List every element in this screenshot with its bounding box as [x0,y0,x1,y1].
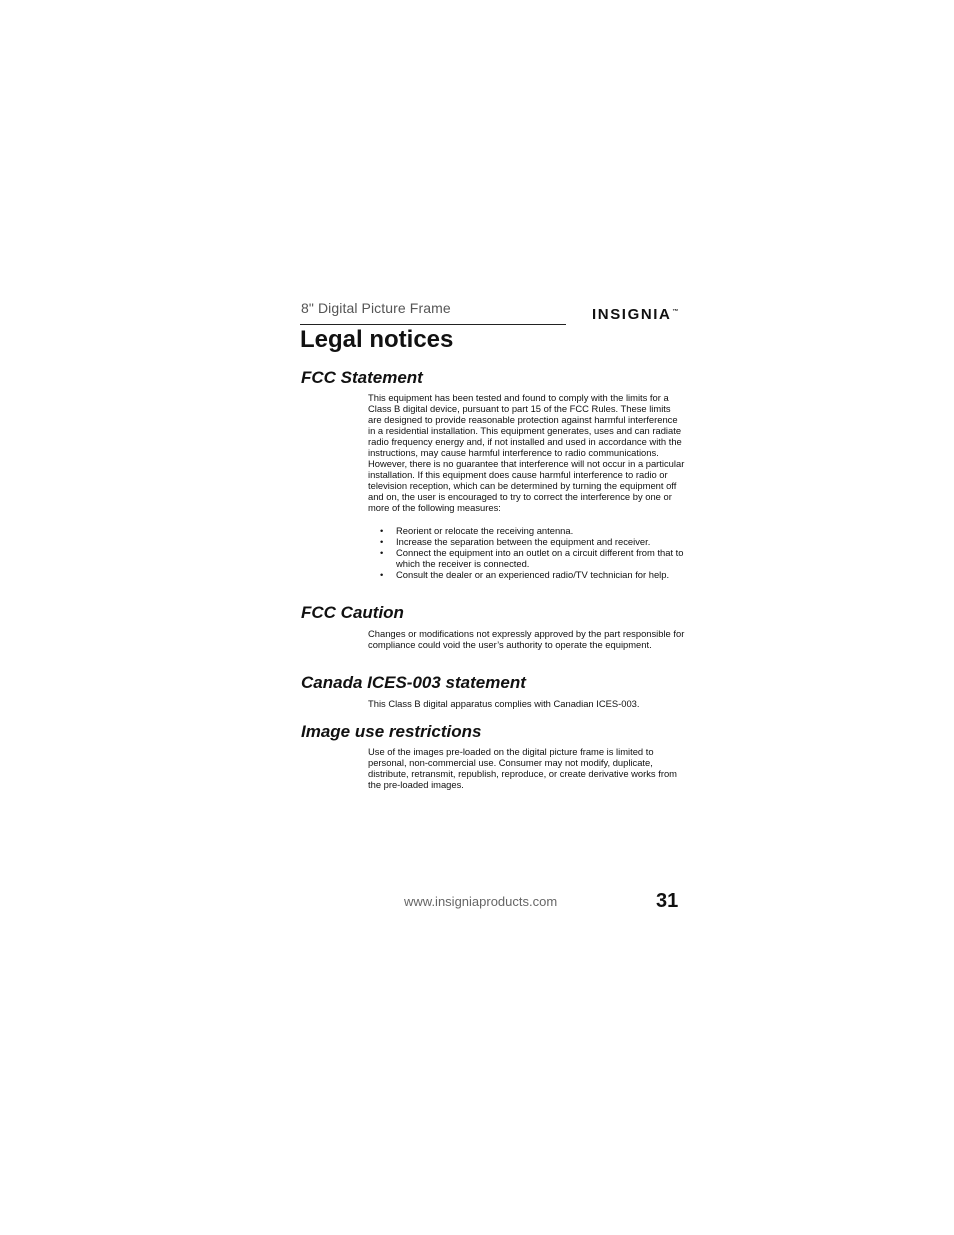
section-heading-fcc-caution: FCC Caution [301,603,404,622]
fcc-measures-list [368,525,686,580]
bullet-icon: • [380,569,384,580]
insignia-logo [592,306,678,323]
list-item: • Connect the equipment into an outlet on a circuit different from that to which the receiver is connected. [380,547,684,569]
bullet-icon: • [380,536,384,547]
list-item: • Reorient or relocate the receiving antenna. [380,525,574,536]
fcc-statement-paragraph: This equipment has been tested and found to comply with the limits for a Class B digital device, pursuant to part 15 of the FCC Rules. These limits are designed to provide reasonable protection against harmful interference in a residential installation. This equipment generates, uses and can radiate radio frequency energy and, if not installed and used in accordance with the instructions, may cause harmful interference to radio communications. However, there is no guarantee that interference will not occur in a particular installation. If this equipment does cause harmful interference to radio or television reception, which can be determined by turning the equipment off and on, the user is encouraged to try to correct the interference by one or more of the following measures: [368,392,685,513]
section-heading-fcc-statement: FCC Statement [301,368,423,387]
header-product-title: 8" Digital Picture Frame [301,300,451,316]
brand-wordmark: INSIGNIA [592,306,672,323]
bullet-icon: • [380,547,384,558]
section-heading-canada-ices: Canada ICES-003 statement [301,673,526,692]
canada-ices-paragraph: This Class B digital apparatus complies with Canadian ICES-003. [368,698,640,709]
footer-website-url: www.insigniaproducts.com [404,894,558,909]
page-title: Legal notices [300,326,454,353]
header-divider [300,324,566,325]
image-use-paragraph: Use of the images pre-loaded on the digital picture frame is limited to personal, non-commercial use. Consumer may not modify, duplicate, distribute, retransmit, republish, reproduce, or create derivative works from the pre-loaded images. [368,746,677,790]
page-number: 31 [656,890,679,912]
section-heading-image-use: Image use restrictions [301,722,482,741]
trademark-symbol: ™ [672,309,679,315]
bullet-icon: • [380,525,384,536]
fcc-caution-paragraph: Changes or modifications not expressly approved by the part responsible for compliance could void the user’s authority to operate the equipment. [368,628,685,650]
list-item: • Increase the separation between the equipment and receiver. [380,536,651,547]
list-item: • Consult the dealer or an experienced radio/TV technician for help. [380,569,670,580]
